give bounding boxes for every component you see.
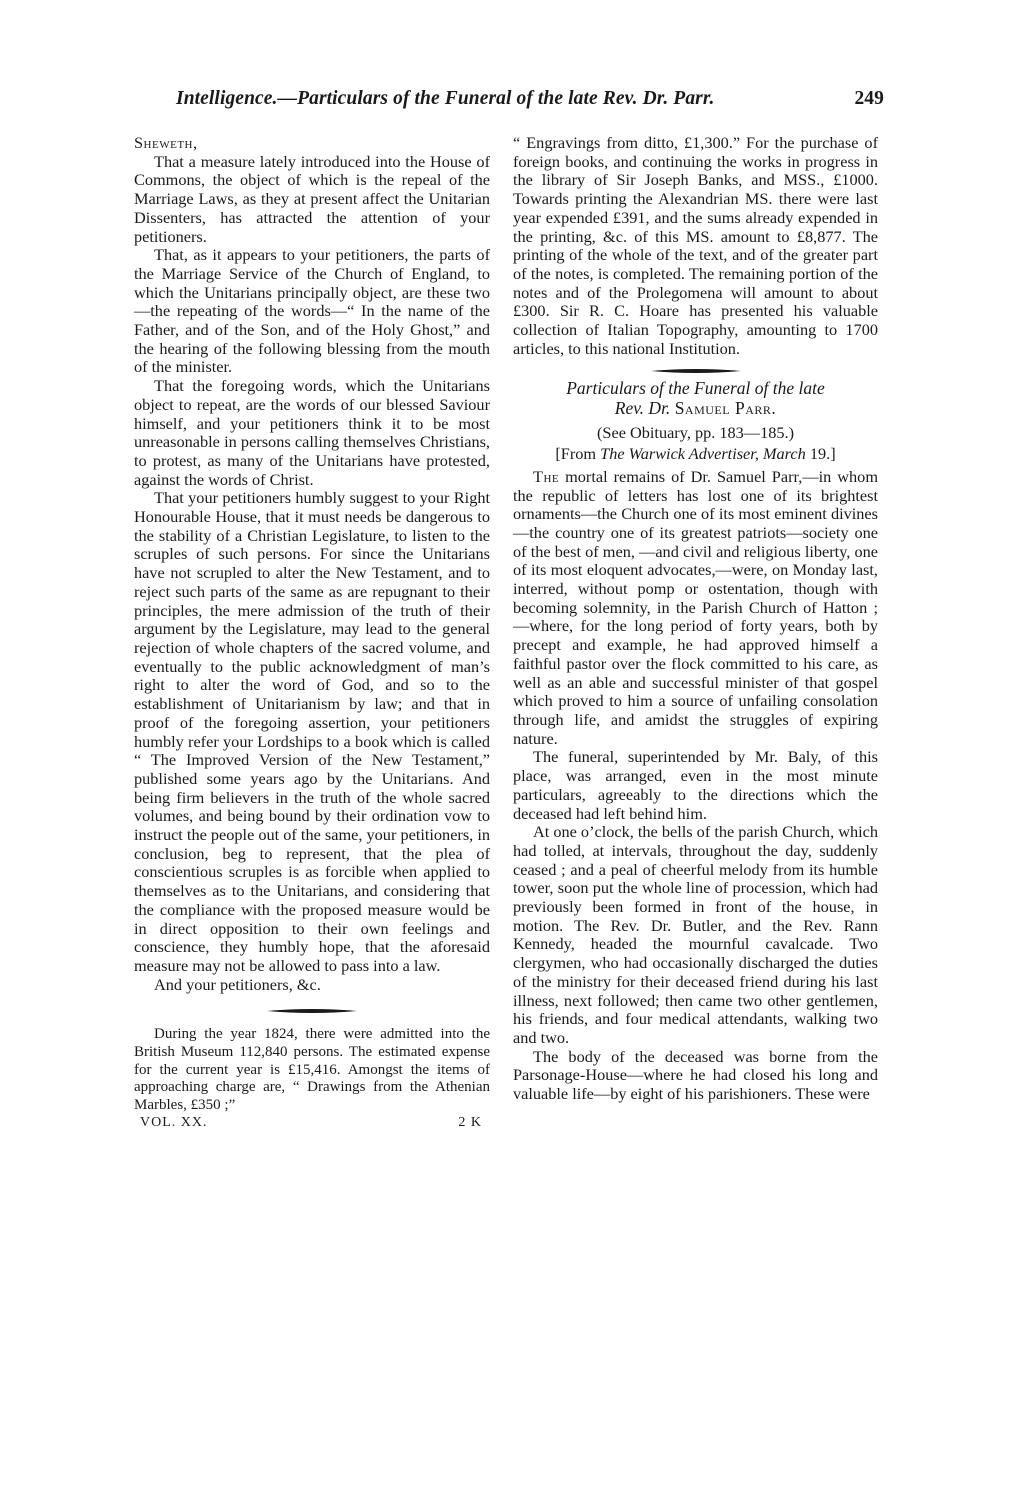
right-column: [513, 134, 878, 1104]
article-paragraph: The funeral, superintended by Mr. Baly, of this place, was arranged, even in the most minute particulars, agreeably to the directions which the deceased had left behind him.: [513, 747, 878, 823]
section-divider-ornament: [651, 368, 741, 374]
petition-paragraph: That a measure lately introduced into the House of Commons, the object of which is the repeal of the Marriage Laws, as they at present affect the Unitarian Dissenters, has attracted the attention of your petitioners.: [134, 151, 490, 246]
signature-mark: 2 K: [458, 1115, 482, 1131]
source-publication: The Warwick Advertiser, March: [600, 444, 806, 464]
museum-note: During the year 1824, there were admitted into the British Museum 112,840 persons. The estimated expense for the current year is £15,416. Amongst the items of approaching charge are, “ Drawings from the Athenian Marbles, £350 ;”: [134, 1026, 490, 1113]
source-prefix: [From: [555, 444, 601, 464]
article-title-honorific: Rev. Dr.: [614, 398, 671, 419]
lead-word: The: [533, 466, 560, 486]
article-paragraph: At one o’clock, the bells of the parish Church, which had tolled, at intervals, throughout the day, suddenly ceased ; and a peal of cheerful melody from its humble tower, soon put the whole line of procession, which had previously been formed in front of the house, in motion. The Rev. Dr. Butler, and the Rev. Rann Kennedy, headed the mournful cavalcade. Two clergymen, who had occasionally discharged the duties of the ministry for their deceased friend during his last illness, next followed; then came two other gentlemen, his friends, and four medical attendants, walking two and two.: [513, 822, 878, 1047]
petition-salutation: Sheweth,: [134, 133, 198, 152]
article-paragraph: The body of the deceased was borne from the Parsonage-House—where he had closed his long and valuable life—by eight of his parishioners. These were: [513, 1046, 878, 1104]
source-date: 19.]: [805, 444, 836, 464]
article-title-line1: Particulars of the Funeral of the late: [566, 378, 825, 399]
page-number: 249: [854, 88, 884, 109]
see-obituary-note: (See Obituary, pp. 183—185.): [597, 423, 794, 443]
article-paragraph-text: mortal remains of Dr. Samuel Parr,—in whom the republic of letters has lost one of its brightest ornaments—the Church one of its most eminent divines—the country one of its greatest patriots—society one of the best of men, —and civil and religious liberty, one of its most eloquent advocates,—were, on Monday last, interred, without pomp or ostentation, though with becoming solemnity, in the Parish Church of Hatton ; —where, for the long period of forty years, both by precept and example, he had approved himself a faithful pastor over the flock committed to his care, as well as an able and successful minister of that gospel which proved to him a source of unfailing consolation through life, and amidst the struggles of expiring nature.: [513, 466, 878, 748]
museum-note-continued: “ Engravings from ditto, £1,300.” For the purchase of foreign books, and continuing the works in progress in the library of Sir Joseph Banks, and MSS., £1000. Towards printing the Alexandrian MS. there were last year expended £391, and the sums already expended in the printing, &c. of this MS. amount to £8,877. The printing of the whole of the text, and of the greater part of the notes, is completed. The remaining portion of the notes and of the Prolegomena will amount to about £300. Sir R. C. Hoare has presented his valuable collection of Italian Topography, amounting to 1700 articles, to this national Institution.: [513, 133, 878, 358]
article-paragraph: [513, 468, 878, 749]
left-column: [134, 134, 490, 1133]
petition-closing: And your petitioners, &c.: [154, 974, 321, 994]
petition-paragraph: That the foregoing words, which the Unitarians object to repeat, are the words of our blessed Saviour himself, and your petitioners think it to be most unreasonable in persons calling themselves Christians, to protest, as many of the Unitarians have protested, against the words of Christ.: [134, 376, 490, 489]
petition-paragraph: That your petitioners humbly suggest to your Right Honourable House, that it must needs be dangerous to the stability of a Christian Legislature, to listen to the scruples of such persons. For since the Unitarians have not scrupled to alter the New Testament, and to reject such parts of the same as are repugnant to their principles, the mere admission of the truth of their argument by the Legislature, may lead to the general rejection of whole chapters of the sacred volume, and eventually to the public acknowledgment of man’s right to alter the word of God, and so to the establishment of Unitarianism by law; and that in proof of the foregoing assertion, your petitioners humbly refer your Lordships to a book which is called “ The Improved Version of the New Testament,” published some years ago by the Unitarians. And being firm believers in the truth of the whole sacred volumes, and being bound by their ordination vow to instruct the people out of the same, your petitioners, in conclusion, beg to represent, that the plea of conscientious scruples is as forcible when applied to themselves as to the Unitarians, and considering that the compliance with the proposed measure would be in direct opposition to their own feelings and conscience, they humbly hope, that the aforesaid measure may not be allowed to pass into a law.: [134, 488, 490, 975]
petition-paragraph: That, as it appears to your petitioners, the parts of the Marriage Service of the Church of England, to which the Unitarians principally object, are these two—the repeating of the words—“ In the name of the Father, and of the Son, and of the Holy Ghost,” and the hearing of the following blessing from the mouth of the minister.: [134, 245, 490, 377]
running-title: Intelligence.—Particulars of the Funeral of the late Rev. Dr. Parr.: [176, 88, 715, 109]
volume-label: VOL. XX.: [140, 1115, 208, 1131]
article-title: [513, 378, 878, 418]
source-citation: [513, 445, 878, 464]
page-footer: [134, 1114, 490, 1133]
article-title-name: Samuel Parr.: [674, 398, 777, 419]
section-divider-ornament: [267, 1008, 357, 1014]
running-head: [176, 88, 884, 110]
